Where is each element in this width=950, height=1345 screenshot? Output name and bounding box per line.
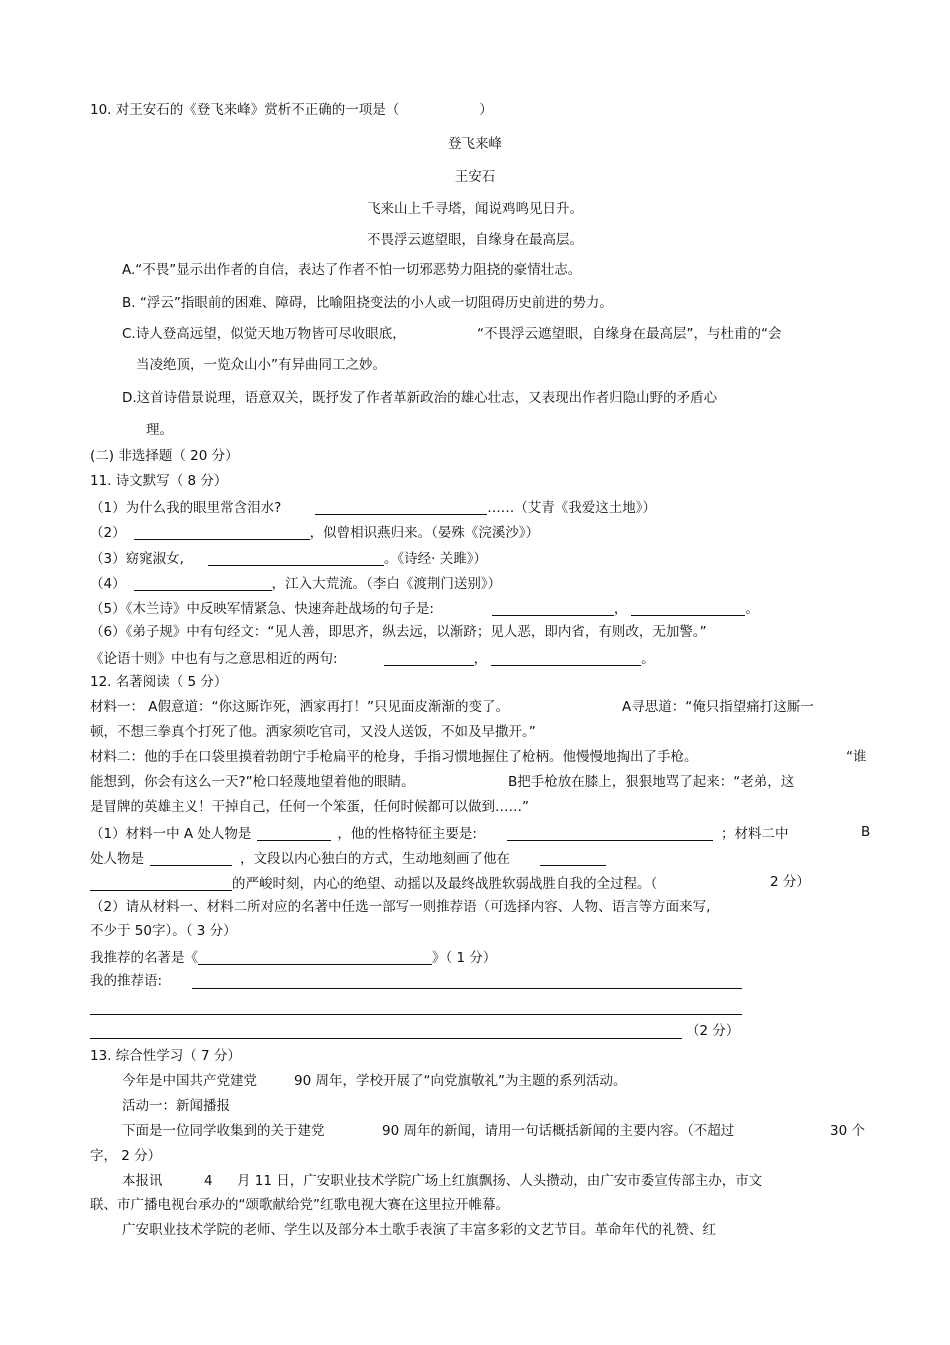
material-2-line2a: 能想到，你会有这么一天?”枪口轻蔑地望着他的眼睛。 [90,774,415,790]
section-2-heading: (二) 非选择题（ 20 分） [90,448,239,464]
q11-item-4-source: ，江入大荒流。（李白《渡荆门送别》） [271,576,502,592]
q11-item-4 [90,576,501,592]
q12-sub1-score: 2 分） [770,874,810,890]
material-2-line1a: 材料二：他的手在口袋里摸着勃朗宁手枪扁平的枪身，手指习惯地握住了枪柄。他慢慢地掏出了手枪。 [90,749,698,765]
q12-sub1-line2 [90,851,606,867]
q13-para1b: 90 周年，学校开展了“向党旗敬礼”为主题的系列活动。 [294,1073,627,1089]
q11-item-5 [90,601,759,617]
answer-blank[interactable] [631,601,745,616]
q11-item-3-source: 。《诗经· 关雎》） [383,551,487,567]
activity-1-heading: 活动一：新闻播报 [122,1098,230,1114]
news-line1b: 4 [204,1173,213,1189]
q10-close-paren: ） [479,102,493,118]
q10-option-d-part1: D.这首诗借景说理，语意双关，既抒发了作者革新政治的雄心壮志，又表现出作者归隐山野的矛盾心 [122,390,718,406]
q12-sub1-b-label: B [861,824,871,840]
q13-para2a: 下面是一位同学收集到的关于建党 [122,1123,325,1139]
q12-title: 12. 名著阅读（ 5 分） [90,674,228,690]
material-1-line2: 顿，不想三拳真个打死了他。洒家须吃官司，又没人送饭，不如及早撒开。” [90,724,536,740]
answer-blank[interactable] [134,576,272,591]
q12-sub1-prompt-c: ；材料二中 [720,826,789,842]
material-2-line3: 是冒牌的英雄主义！干掉自己，任何一个笨蛋，任何时候都可以做到……” [90,799,529,815]
q11-item-3-prompt: （3）窈窕淑女, [90,551,184,567]
answer-blank[interactable] [315,500,487,515]
answer-blank[interactable] [384,651,474,666]
material-2-line1b: “谁 [846,749,867,765]
news-line3: 广安职业技术学院的老师、学生以及部分本土歌手表演了丰富多彩的文艺节目。革命年代的礼赞、红 [122,1222,716,1238]
q11-item-6-prompt: 《论语十则》中也有与之意思相近的两句: [90,651,338,667]
comma: ， [613,601,628,617]
q10-option-c-part3: 当凌绝顶，一览众山小”有异曲同工之妙。 [136,357,386,373]
answer-blank[interactable] [507,826,713,841]
news-line1a: 本报讯 [122,1173,163,1189]
answer-blank[interactable] [134,525,310,540]
poem-line-2: 不畏浮云遮望眼，自缘身在最高层。 [367,232,583,248]
q12-sub1-prompt-g: 的严峻时刻，内心的绝望、动摇以及最终战胜软弱战胜自我的全过程。（ [232,876,658,892]
poem-title: 登飞来峰 [448,136,502,152]
material-1-line1b: A寻思道：“俺只指望痛打这厮一 [622,699,814,715]
recommend-line-3[interactable] [90,1038,682,1039]
q11-item-6-line2 [90,651,655,667]
recommend-label: 我的推荐语: [90,973,163,989]
q12-sub1-prompt: （1）材料一中 A 处人物是 [90,826,252,842]
q12-sub1-line1 [90,826,788,842]
answer-blank[interactable] [492,601,614,616]
comma: ， [473,651,488,667]
period: 。 [641,651,655,667]
recommend-book-prompt: 我推荐的名著是《 [90,950,198,966]
material-2-line2b: B把手枪放在膝上，狠狠地骂了起来：“老弟，这 [508,774,795,790]
q12-sub1-prompt-e: 处人物是 [90,851,144,867]
q13-para2d: 字， 2 分） [90,1148,162,1164]
q13-para2c: 30 个 [830,1123,865,1139]
poem-author: 王安石 [454,169,496,185]
q10-option-b: B. “浮云”指眼前的困难、障碍，比喻阻挠变法的小人或一切阻碍历史前进的势力。 [122,295,613,311]
answer-blank[interactable] [491,651,641,666]
q11-item-3 [90,551,487,567]
answer-blank[interactable] [90,876,232,891]
answer-blank[interactable] [150,851,232,866]
q13-para1a: 今年是中国共产党建党 [122,1073,257,1089]
q11-item-5-prompt: （5）《木兰诗》中反映军情紧急、快速奔赴战场的句子是: [90,601,434,617]
q12-sub1-prompt-f: ，文段以内心独白的方式，生动地刻画了他在 [240,851,510,867]
q11-item-4-num: （4） [90,576,126,592]
q10-stem [90,104,493,118]
q10-option-d-part2: 理。 [146,422,173,438]
recommend-line-2[interactable] [90,1014,742,1015]
recommend-book-line [90,950,496,966]
answer-blank[interactable] [257,826,331,841]
q13-para2b: 90 周年的新闻，请用一句话概括新闻的主要内容。（不超过 [382,1123,735,1139]
q11-item-1 [90,500,656,516]
book-title-blank[interactable] [198,950,432,965]
poem-line-1: 飞来山上千寻塔，闻说鸡鸣见日升。 [367,201,583,217]
q12-sub2-line1: （2）请从材料一、材料二所对应的名著中任选一部写一则推荐语（可选择内容、人物、语言等方面来写, [90,899,711,915]
news-line1c: 月 11 日，广安职业技术学院广场上红旗飘扬、人头攒动，由广安市委宣传部主办，市文 [237,1173,763,1189]
q11-title: 11. 诗文默写（ 8 分） [90,473,228,489]
q11-item-1-source: ……（艾青《我爱这土地》） [487,500,657,516]
recommend-score: （2 分） [686,1023,740,1039]
news-line2: 联、市广播电视台承办的“颂歌献给党”红歌电视大赛在这里拉开帷幕。 [90,1197,509,1213]
recommend-line-1[interactable] [192,988,742,989]
q10-option-c-part1: C.诗人登高远望，似觉天地万物皆可尽收眼底， [122,326,406,342]
material-1-line1a: 材料一： A假意道：“你这厮诈死，洒家再打！”只见面皮渐渐的变了。 [90,699,510,715]
q10-stem-text: 10. 对王安石的《登飞来峰》赏析不正确的一项是（ [90,102,400,118]
answer-blank[interactable] [540,851,606,866]
answer-blank[interactable] [208,551,384,566]
q11-item-6-line1: （6）《弟子规》中有句经文：“见人善，即思齐，纵去远，以渐跻；见人恶，即内省，有则改，无加警。” [90,624,707,640]
q12-sub1-prompt-b: ，他的性格特征主要是: [337,826,477,842]
q11-item-2 [90,525,539,541]
q12-sub1-line3 [90,876,657,892]
q12-sub2-line2: 不少于 50字）。（ 3 分） [90,923,237,939]
q11-item-2-num: （2） [90,525,126,541]
period: 。 [745,601,759,617]
q13-title: 13. 综合性学习（ 7 分） [90,1048,241,1064]
q10-option-c-part2: “不畏浮云遮望眼，自缘身在最高层”，与杜甫的“会 [477,326,782,342]
q10-option-a: A.“不畏”显示出作者的自信，表达了作者不怕一切邪恶势力阻挠的豪情壮志。 [122,262,582,278]
q11-item-2-source: ，似曾相识燕归来。（晏殊《浣溪沙》） [309,525,540,541]
recommend-book-score: 》（ 1 分） [432,950,497,966]
q11-item-1-prompt: （1）为什么我的眼里常含泪水? [90,500,282,516]
